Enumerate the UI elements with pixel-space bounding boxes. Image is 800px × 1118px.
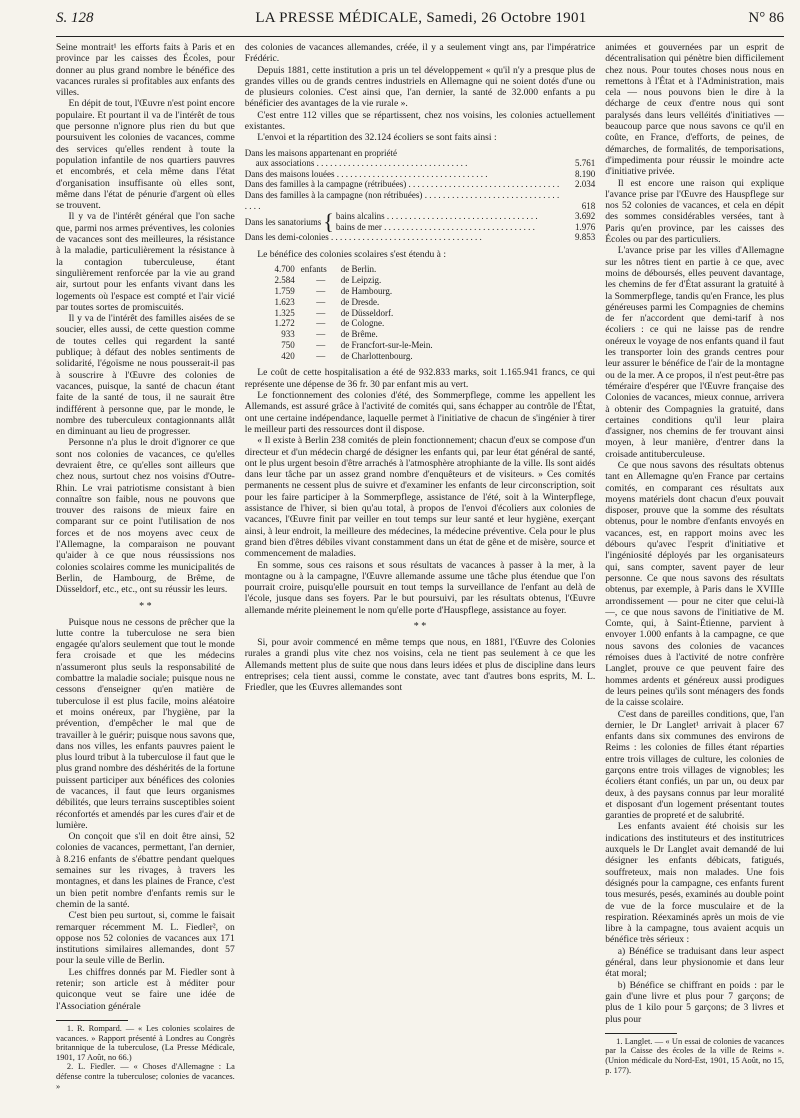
paragraph: Les chiffres donnés par M. Fiedler sont à retenir; son article est à méditer pour quiconque veut se faire une idée de l'Association générale: [56, 966, 235, 1012]
paragraph: En dépit de tout, l'Œuvre n'est point encore populaire. Et pourtant il va de l'intérêt de tous que personne n'ignore plus rien du but que poursuivent les colonies de vacances, comme des services qu'elles rendent à toute la population infantile de nos quartiers pauvres et encombrés, et cela même dans l'état d'organisation insuffisante où elles sont, même dans l'état de pénurie d'argent où elles se trouvent.: [56, 98, 235, 212]
list-item: 750 — de Francfort-sur-le-Mein.: [281, 339, 433, 350]
brace-glyph: {: [323, 208, 334, 234]
table-row: Dans des familles à la campagne (rétribuées) . . . 2.034: [245, 179, 595, 190]
issue-number: N° 86: [748, 10, 784, 26]
paragraph: C'est bien peu surtout, si, comme le faisait remarquer récemment M. L. Fiedler², on oppose nos 52 colonies de vacances aux 171 institutions similaires allemandes, dont 57 pour la seule ville de Berlin.: [56, 910, 235, 967]
footnote-rule: [56, 1020, 128, 1021]
paragraph: Si, pour avoir commencé en même temps que nous, en 1881, l'Œuvre des Colonies rurales a grandi plus vite chez nos voisins, cela ne tient pas seulement à ce que les Allemands mettent plus de suite que nous dans leurs idées et plus de discipline dans leurs entreprises; cela tient aussi, comme le constate, avec tant d'autres bons esprits, M. L. Friedler, que les Œuvres allemandes sont: [244, 637, 596, 694]
table-row: Dans les sanatoriums { bains alcalins . . . 3.692 bains de mer . . . 1.976: [245, 211, 595, 232]
paragraph: L'avance prise par les villes d'Allemagne sur les nôtres tient en partie à ce que, avec moins de déboursés, elles peuvent davantage, les chemins de fer d'État assurant la gratuité à la Sommerpflege, tandis qu'en France, les plus généreuses parmi les Compagnies de chemins de fer n'accordent que demi-tarif à nos écoliers : ce qui ne laisse pas de rendre onéreux le voyage de nos enfants quand il faut les transporter loin des grands centres pour leur assurer le bénéfice de l'air de la montagne ou de la mer. A ce propos, il n'est peut-être pas téméraire d'espérer que l'Œuvre française des Colonies de vacances, mieux connue, arrivera à obtenir des Compagnies la gratuité, dans certaines conditions qu'il leur plaira d'assigner, nos chemins de fer trouvant ainsi moyen, à leur manière, d'entrer dans la croisade antituberculeuse.: [605, 245, 784, 460]
table-row: Dans les demi-colonies . . . 9.853: [245, 232, 595, 243]
paragraph: Il y va de l'intérêt des familles aisées de se soucier, elles aussi, de cette question comme de toutes celles qui regardent la santé publique; à défaut des nobles sentiments de solidarité, l'égoïsme ne nous pousserait-il pas à souscrire à l'Œuvre des colonies de vacances, puisque, la santé de chacun étant faite de la santé de tous, il ne saurait être indifférent à personne que, par le monde, le nombre des tuberculeux contagionnants allât en diminuant au lieu de progresser.: [56, 313, 235, 438]
list-item: 1.623 — de Dresde.: [274, 296, 380, 307]
column-1: [56, 42, 235, 1112]
list-item: 2.584 — de Leipzig.: [274, 275, 382, 286]
paragraph: Puisque nous ne cessons de prêcher que la lutte contre la tuberculose ne sera bien engagée qu'alors seulement que tout le monde fera croisade et que les médecins n'assumeront plus seuls la responsabilité de combattre la maladie sociale; puisque nous ne cessons d'enseigner qu'en matière de tuberculose il est plus facile, moins aléatoire et moins onéreux, par l'hygiène, par la prévention, d'empêcher le mal que de travailler à le guérir; puisque nous savons que, dans nos villes, les enfants pauvres paient le plus lourd tribut à la tuberculose il faut que le plus grand nombre des déshérités de la fortune puissent participer aux bénéfices des colonies de vacances, il faut que leurs organismes débilités, que leurs terrains susceptibles soient réconfortés et amendés par les cures d'air et de lumière.: [56, 616, 235, 831]
paragraph: En somme, sous ces raisons et sous résultats de vacances à passer à la mer, à la montagne ou à la campagne, l'Œuvre allemande assume une tâche plus étendue que l'on pourrait croire, puisqu'elle poursuit en tout temps la surveillance de l'enfant au delà de l'école, jusque dans ses foyers. Par le but poursuivi, par les résultats obtenus, l'Œuvre allemande mérite pleinement le nom qu'elle porte d'Hauspflege, assistance au foyer.: [244, 559, 596, 616]
table-row: aux associations . . . 5.761: [245, 158, 595, 169]
paragraph: Il y va de l'intérêt général que l'on sache que, parmi nos armes préventives, les colonies de vacances sont des meilleures, la résistance à la maladie, particulièrement la résistance à la contagion tuberculeuse, étant singulièrement renforcée par la vie au grand air, surtout pour les enfants vivant dans les logements où l'espace est compté et l'air vicié par toutes sortes de promiscuités.: [56, 211, 235, 313]
paragraph: Il est encore une raison qui explique l'avance prise par l'Œuvre des Hauspflege sur nos 52 colonies de vacances, et cela en dépit des sommes considérables versées, tant à Paris qu'en province, par les caisses des Écoles ou par des particuliers.: [605, 177, 784, 246]
distribution-table: [245, 148, 595, 243]
page-number: S. 128: [56, 10, 94, 26]
paragraph: L'envoi et la répartition des 32.124 écoliers se sont faits ainsi :: [257, 132, 497, 144]
paragraph: a) Bénéfice se traduisant dans leur aspect général, dans leur physionomie et dans leur état moral;: [605, 945, 784, 980]
paragraph: Seine montrait¹ les efforts faits à Paris et en province par les caisses des Écoles, pour donner au plus grand nombre le bénéfice des vacances rurales si profitables aux enfants des villes.: [56, 42, 235, 99]
paragraph: Le coût de cette hospitalisation a été de 932.833 marks, soit 1.165.941 francs, ce qui représente une dépense de 36 fr. 30 par enfant mis au vert.: [244, 367, 596, 390]
list-item: 420 — de Charlottenbourg.: [281, 350, 413, 361]
paragraph: b) Bénéfice se chiffrant en poids : par le gain d'une livre et plus pour 7 garçons; de plus de 1 kilo pour 5 garçons; de 3 livres et plus pour: [605, 979, 784, 1025]
paragraph: animées et gouvernées par un esprit de décentralisation qui pénètre bien difficilement chez nous. Pour toutes choses nous nous en remettons à l'État et à l'Administration, mais cela — nous pouvons bien le dire à la décharge de ceux d'entre nous qui sont paralysés dans leurs velléités d'initiatives — beaucoup parce que nous savons ce qu'il en coûte, en France, d'efforts, de peines, de démarches, de formalités, de temporisations, d'impedimenta pour réussir le moindre acte d'initiative privée.: [605, 42, 784, 178]
paragraph: Le bénéfice des colonies scolaires s'est étendu à :: [257, 249, 446, 261]
table-row: Dans des familles à la campagne (non rétribuées) . . . 618: [245, 190, 595, 211]
paragraph: On conçoit que s'il en doit être ainsi, 52 colonies de vacances, permettant, l'an dernier, à 8.216 enfants de s'ébattre pendant quelques semaines sur les rivages, à travers les montagnes, et dans les plaines de France, c'est un bien petit nombre d'enfants remis sur le chemin de la santé.: [56, 831, 235, 910]
list-item: 1.325 — de Düsseldorf.: [274, 307, 394, 318]
paragraph: Depuis 1881, cette institution a pris un tel développement « qu'il n'y a presque plus de grandes villes ou de grands centres industriels en Allemagne qui ne soient dotés d'une ou de plusieurs colonies. C'est ainsi que, l'an dernier, la santé de 32.000 enfants a pu bénéficier des avantages de la vie rurale ».: [244, 64, 596, 110]
paragraph: des colonies de vacances allemandes, créée, il y a seulement vingt ans, par l'impératrice Frédéric.: [244, 42, 596, 65]
page-header: [56, 10, 784, 37]
section-separator: * *: [413, 621, 427, 633]
columns: [56, 42, 784, 1112]
table-row: bains de mer . . . 1.976: [336, 222, 595, 233]
footnote: 2. L. Fiedler. — « Choses d'Allemagne : La défense contre la tuberculose; colonies de vacances. »: [56, 1062, 235, 1091]
list-item: 1.759 — de Hambourg.: [274, 285, 393, 296]
section-separator: * *: [139, 600, 152, 612]
paragraph: Ce que nous savons des résultats obtenus tant en Allemagne qu'en France par certains comités, en comparant ces résultats aux moyens matériels dont chacun d'eux pouvait disposer, prouve que la somme des résultats obtenus, pour le nombre d'enfants envoyés en vacances, est, en rapport moins avec les débours qu'avec l'esprit d'initiative et l'ingéniosité déployés par les organisateurs qui, sans compter, savent payer de leur personne. Ce que nous savons des résultats obtenus, par exemple, à Paris dans le XVIIIe arrondissement — pour ne citer que celui-là —, ce que nous savons de l'initiative de M. Comte, qui, à Saint-Étienne, parvient à envoyer 1.000 enfants à la campagne, ce que nous savons des colonies de vacances rémoises dues à l'activité de notre confrère Langlet, prouve ce que peuvent faire des hommes ardents et généreux aussi prodigues de leurs peines qu'ils sont ménagers des fonds de la caisse scolaire.: [605, 459, 784, 709]
table-row: Dans les maisons appartenant en propriété: [244, 147, 397, 158]
footnote: 1. Langlet. — « Un essai de colonies de vacances par la Caisse des écoles de la ville de Reims ». (Union médicale du Nord-Est, 1901, 15 Août, no 15, p. 177).: [605, 1036, 784, 1075]
table-row: Dans des maisons louées . . . 8.190: [245, 169, 595, 180]
paragraph: « Il existe à Berlin 238 comités de plein fonctionnement; chacun d'eux se compose d'un directeur et d'un médecin chargé de désigner les enfants qui, par leur état général de santé, ont le plus urgent besoin d'être arrachés à l'atmosphère atrophiante de la ville. Ils sont aidés dans leur tâche par un assez grand nombre d'enquêteurs et de visiteurs. » Ces comités permanents ne cessent plus de suivre et d'examiner les enfants de leur circonscription, soit pour les faire participer à la Sommerpflege, assistance de l'été, soit à la Winterpflege, assistance de l'hiver, si bien qu'au total, à propos de l'envoi d'écoliers aux colonies de vacances, l'Œuvre finit par veiller en tout temps sur leur santé et leur hygiène, exerçant ainsi, à leur endroit, la meilleure des médecines, la médecine préventive. Cela pour le plus grand bien d'êtres débiles vivant constamment dans un état de gêne et de misère, source et commencement de maladies.: [244, 435, 596, 560]
column-3: [605, 42, 784, 1112]
list-item: 1.272 — de Cologne.: [274, 318, 385, 329]
paragraph: Les enfants avaient été choisis sur les indications des instituteurs et des institutrices auxquels le Dr Langlet avait demandé de lui désigner les enfants débicats, fatigués, souffreteux, mais non malades. Une fois désignés pour la campagne, ces enfants furent tous mesurés, pesés, examinés au double point de vue de la force musculaire et de la respiration. Réexaminés après un mois de vie libre à la campagne, tous avaient acquis un bénéfice très sérieux :: [605, 821, 784, 946]
paragraph: Le fonctionnement des colonies d'été, des Sommerpflege, comme les appellent les Allemands, est assuré grâce à l'activité de comités qui, sans échapper au contrôle de l'État, ont une certaine indépendance, laquelle permet à l'initiative de chacun de s'ingénier à tirer le meilleur parti des ressources dont il dispose.: [244, 390, 596, 435]
footnote: 1. R. Rompard. — « Les colonies scolaires de vacances. » Rapport présenté à Londres au Congrès britannique de la tuberculose, (La Presse Médicale, 1901, 17 Août, no 66.): [56, 1023, 235, 1062]
paragraph: Personne n'a plus le droit d'ignorer ce que sont nos colonies de vacances, ce qu'elles devraient être, ce qu'elles sont ailleurs que chez nous, surtout chez nos voisins d'Outre-Rhin. Le vrai patriotisme consistant à bien connaître son faible, nous ne pouvons que trouver des raisons de mieux faire en comparant sur ce point l'utilisation de nos forces et de nos moyens avec ceux de l'Allemagne, la comparaison ne pouvant qu'aider à ce que nous réussissions nos colonies scolaires comme les municipalités de Berlin, de Hambourg, de Brême, de Düsseldorf, etc., etc., ont su réussir les leurs.: [56, 437, 235, 596]
footnote-rule: [605, 1033, 677, 1034]
table-row: bains alcalins . . . 3.692: [336, 211, 595, 222]
paragraph: C'est entre 112 villes que se répartissent, chez nos voisins, les colonies actuellement existantes.: [244, 109, 596, 133]
list-item: 933 — de Brême.: [281, 329, 378, 340]
cities-list: [257, 264, 595, 361]
journal-title: LA PRESSE MÉDICALE, Samedi, 26 Octobre 1901: [255, 10, 587, 26]
list-item: 4.700 enfants de Berlin.: [274, 264, 377, 275]
column-2: [245, 42, 595, 1112]
paragraph: C'est dans de pareilles conditions, que, l'an dernier, le Dr Langlet¹ arrivait à placer 67 enfants dans six communes des environs de Reims : les colonies de filles étant réparties entre trois villages de culture, les colonies de garçons entre trois villages de vignobles; les écoliers étant confiés, un par un, ou deux par deux, à des paysans connus par leur moralité et disposant d'un logement présentant toutes garanties de propreté et de salubrité.: [605, 708, 784, 822]
